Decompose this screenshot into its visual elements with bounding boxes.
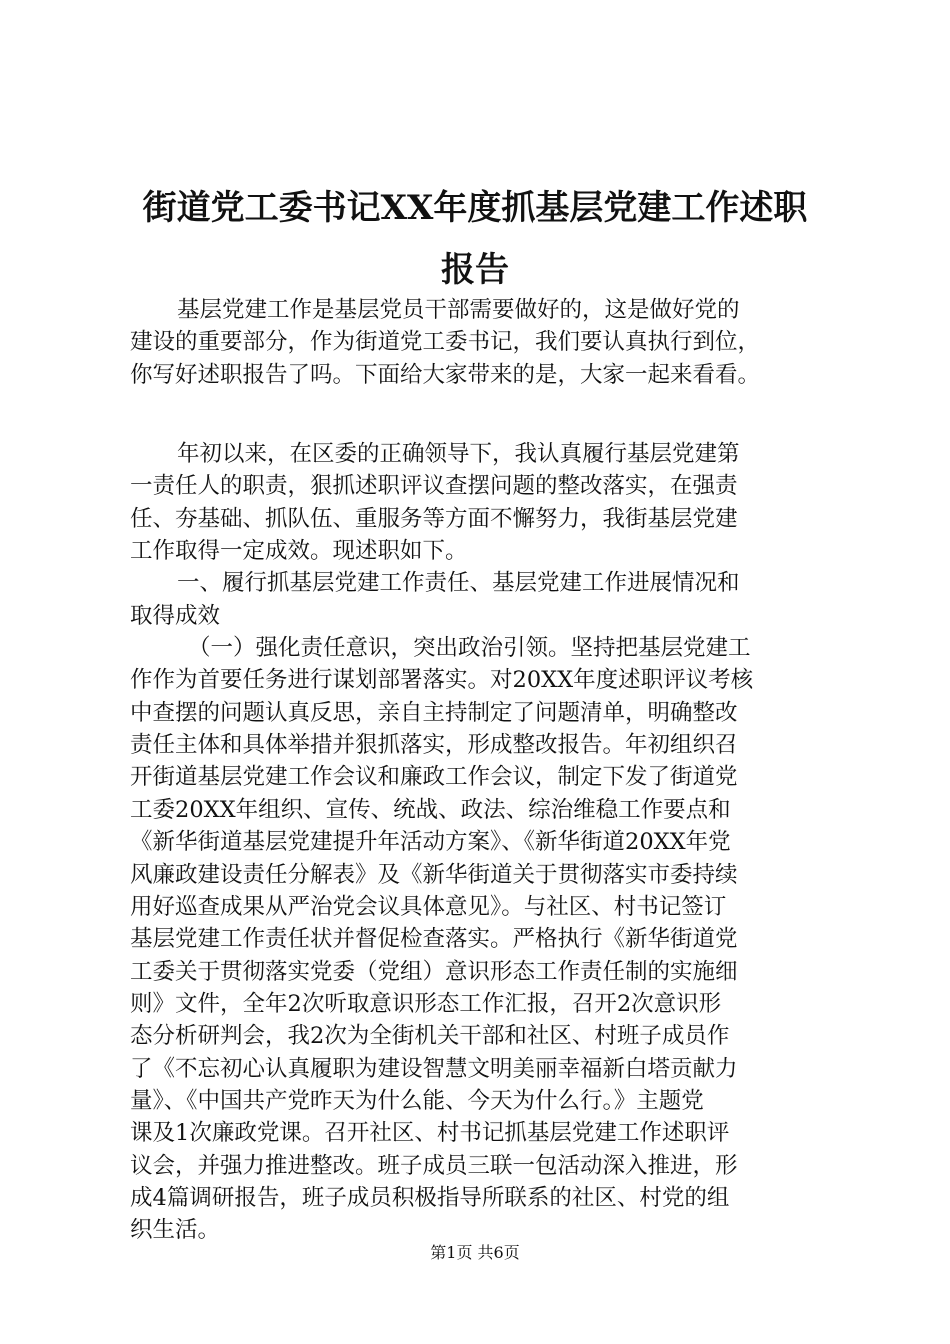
paragraph-line: 则》文件，全年2次听取意识形态工作汇报，召开2次意识形 bbox=[130, 990, 722, 1017]
paragraph-line: 《新华街道基层党建提升年活动方案》、《新华街道20XX年党 bbox=[130, 829, 731, 856]
paragraph-line: 课及1次廉政党课。召开社区、村书记抓基层党建工作述职评 bbox=[130, 1120, 730, 1147]
paragraph-line: 中查摆的问题认真反思，亲自主持制定了问题清单，明确整改 bbox=[130, 699, 738, 726]
page-footer: 第1页 共6页 bbox=[430, 1243, 520, 1262]
paragraph-line: 工委关于贯彻落实党委（党组）意识形态工作责任制的实施细 bbox=[130, 958, 738, 985]
paragraph-line: 风廉政建设责任分解表》及《新华街道关于贯彻落实市委持续 bbox=[130, 861, 738, 888]
document-body bbox=[130, 294, 835, 1247]
intro-line: 你写好述职报告了吗。下面给大家带来的是，大家一起来看看。 bbox=[130, 361, 761, 388]
intro-line: 基层党建工作是基层党员干部需要做好的，这是做好党的 bbox=[177, 297, 740, 323]
paragraph-line: 量》、《中国共产党昨天为什么能、今天为什么行。》主题党 bbox=[130, 1087, 704, 1114]
paragraph-gap bbox=[130, 391, 835, 438]
paragraph-line: 基层党建工作责任状并督促检查落实。严格执行《新华街道党 bbox=[130, 926, 738, 953]
document-title-line-1: 街道党工委书记XX年度抓基层党建工作述职 bbox=[142, 188, 808, 228]
paragraph-line: 任、夯基础、抓队伍、重服务等方面不懈努力，我街基层党建 bbox=[130, 505, 738, 532]
paragraph-line: 工委20XX年组织、宣传、统战、政法、综治维稳工作要点和 bbox=[130, 796, 731, 823]
paragraph-line: （一）强化责任意识，突出政治引领。坚持把基层党建工 bbox=[188, 635, 751, 662]
document-title-line-2: 报告 bbox=[441, 250, 509, 290]
paragraph-line: 成4篇调研报告，班子成员积极指导所联系的社区、村党的组 bbox=[130, 1184, 730, 1211]
paragraph-line: 工作取得一定成效。现述职如下。 bbox=[130, 538, 468, 565]
paragraph-line: 了《不忘初心认真履职为建设智慧文明美丽幸福新白塔贡献力 bbox=[130, 1055, 738, 1082]
paragraph-line: 一责任人的职责，狠抓述职评议查摆问题的整改落实，在强责 bbox=[130, 473, 738, 500]
paragraph-line: 作作为首要任务进行谋划部署落实。对20XX年度述职评议考核 bbox=[130, 667, 754, 694]
paragraph-line: 开街道基层党建工作会议和廉政工作会议，制定下发了街道党 bbox=[130, 764, 738, 791]
paragraph-line: 态分析研判会，我2次为全街机关干部和社区、村班子成员作 bbox=[130, 1023, 730, 1050]
paragraph-line: 责任主体和具体举措并狠抓落实，形成整改报告。年初组织召 bbox=[130, 732, 738, 759]
paragraph-line: 年初以来，在区委的正确领导下，我认真履行基层党建第 bbox=[177, 441, 740, 468]
section-heading-line: 取得成效 bbox=[130, 602, 221, 629]
section-heading-line: 一、履行抓基层党建工作责任、基层党建工作进展情况和 bbox=[177, 570, 740, 597]
paragraph-line: 织生活。 bbox=[130, 1217, 221, 1244]
intro-line: 建设的重要部分，作为街道党工委书记，我们要认真执行到位， bbox=[130, 329, 761, 356]
paragraph-line: 用好巡查成果从严治党会议具体意见》。与社区、村书记签订 bbox=[130, 893, 727, 920]
paragraph-line: 议会，并强力推进整改。班子成员三联一包活动深入推进，形 bbox=[130, 1152, 738, 1179]
